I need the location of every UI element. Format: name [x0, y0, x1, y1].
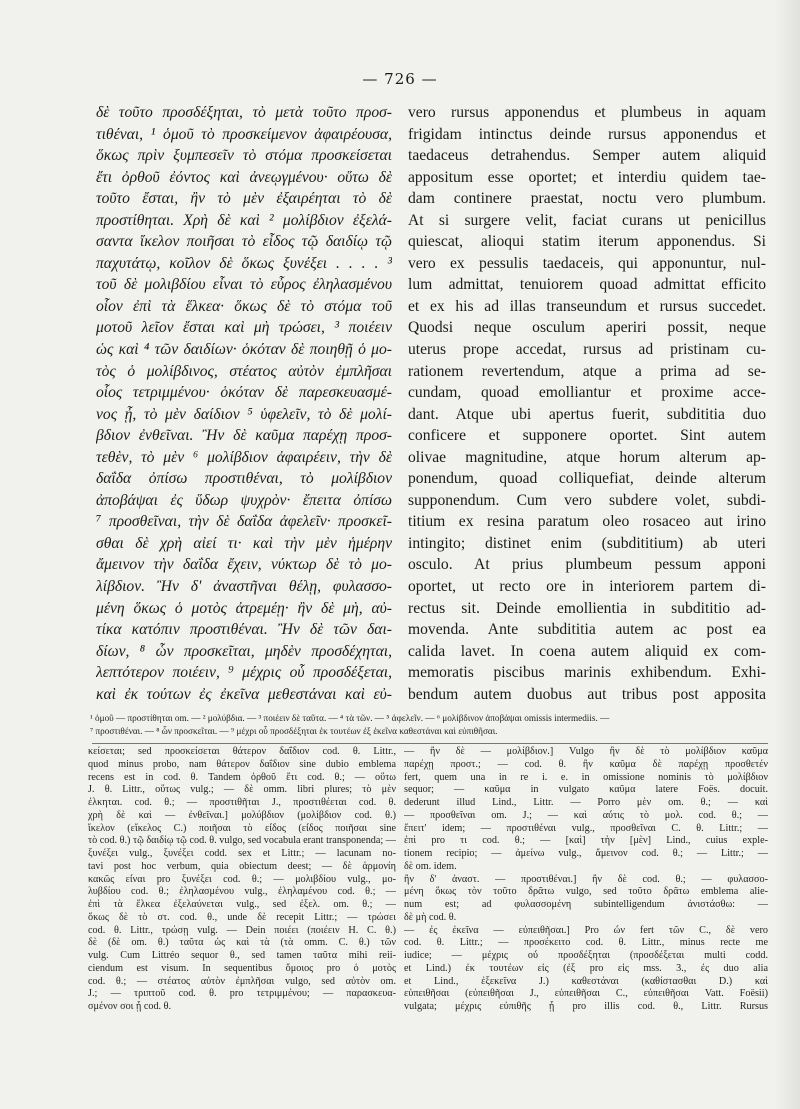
latin-line: vero ex pessulis taedaceis, qui apponuntur, nul- — [408, 254, 766, 272]
greek-line: σθαι δὲ χρὴ αἰεί τι· καὶ τὴν μὲν ἡμέρην — [96, 534, 392, 552]
latin-line: oportet, ut recto ore in interiorem partem di- — [408, 578, 766, 596]
note-line: J.; — τριπτοῦ cod. θ. pro τετριμμένου; — παρασκευα- — [88, 988, 396, 1000]
note-line: — προσθεῖναι om. J.; — καὶ αὖτις τὸ μολ. cod. θ.; — — [404, 809, 768, 821]
note-line: δὲ μὴ cod. θ. — [404, 911, 457, 923]
greek-line: προστίθηται. Χρὴ δὲ καὶ ² μολίβδιον ἐξελά- — [96, 211, 392, 229]
greek-line: δίων, ⁸ ὧν προσκεῖται, μηδὲν προσδέχηται, — [96, 642, 392, 660]
latin-line: appositum esse oportet; et interdiu quidem tae- — [408, 168, 766, 186]
note-line: J. θ. Littr., οὕτως vulg.; — δὲ omm. libri plures; τὸ μὲν — [88, 784, 396, 796]
latin-line: frigidam intinctus deinde rursus apponendus et — [408, 125, 766, 143]
note-line: fert, quem una in re i. e. in omissione nominis τὸ μολίβδιον — [404, 771, 768, 783]
latin-line: memoratis piscibus marinis exhibendum. Exhi- — [408, 664, 766, 682]
page-edge-shadow — [774, 0, 800, 1109]
note-line: χρὴ δὲ καὶ — ἐνθεῖναι.] μολύβδιον (μολίβδιον cod. θ.) — [88, 809, 396, 821]
greek-text-column — [96, 102, 392, 706]
latin-line: rationem revertendum, atque a prima ad se- — [408, 362, 766, 380]
latin-line: osculo. At prius plumbeum pessum apponi — [408, 556, 766, 574]
footnote-divider — [92, 743, 768, 744]
note-line: κείσεται; sed προσκείσεται θάτερον δαΐδιον cod. θ. Littr., — [88, 746, 396, 757]
footnote-line: ¹ ὁμοῦ — προστίθηται om. — ² μολύβδια. — ³ ποιέειν δὲ ταῦτα. — ⁴ τὰ τῶν. — ⁵ ἀφελεῖν. — ⁶ μολίβδινον ἀποβάψαι omissis intermediis. — — [90, 713, 610, 723]
note-line: ὅκως δὲ τὸ στ. cod. θ., unde δὲ recepit Littr.; — τρώσει — [88, 911, 396, 923]
note-line: cod. θ.; — στέατος αὐτὸν ἐμπλῆσαι vulgo, sed αὐτὸν om. — [88, 975, 396, 987]
greek-line: λίβδιον. Ἢν δ' ἀναστῆναι θέλῃ, φυλασσο- — [96, 578, 392, 596]
note-line: tavi post hoc verbum, quia obiectum deest; — δὲ ἁρμονίη — [88, 860, 396, 872]
note-line: et Lind.) ἐκ τουτέων εἰς (ἐξ pro εἰς mss. 3., ἐς duo alia — [404, 962, 768, 974]
variant-footnotes — [90, 712, 770, 738]
note-line: παρέχῃ προστ.; — cod. θ. ἢν καῦμα δὲ παρέχῃ προσθετέν — [404, 758, 768, 770]
note-line: — ἢν δὲ — μολίβδιον.] Vulgo ἢν δὲ τὸ μολίβδιον καῦμα — [404, 746, 768, 757]
greek-line: τιθέναι, ¹ ὁμοῦ τὸ προσκείμενον ἀφαιρέουσα, — [96, 125, 392, 143]
latin-line: At si surgere velit, faciat curans ut penicillus — [408, 211, 766, 229]
note-line: cod. θ. Littr.; — προσέκειτο cod. θ. Littr., minus recte me — [404, 937, 768, 949]
latin-line: taedaceus detrahendus. Semper autem aliquid — [408, 147, 766, 165]
note-line: tionem recipio; — ἀμείνω vulg., ἄμεινον cod. θ.; — Littr.; — — [404, 848, 768, 859]
greek-line: ⁷ προσθεῖναι, τὴν δὲ δαΐδα ἀφελεῖν· προσκεῖ- — [96, 513, 392, 531]
greek-line: τοῦ δὲ μολιβδίου εἶναι τὸ εὖρος ἐληλασμένου — [96, 276, 392, 294]
note-line: ἐλκηται. cod. θ.; — προστιθῆται J., προστιθέεται cod. θ. — [88, 797, 396, 808]
note-line: δὲ om. idem. — [404, 860, 457, 872]
note-line: εὐπειθῆσαι (εὐπειθῆσαι J., εὐπειθῆσαι C., εὐπειθῆσαι Vatt. Foësii) — [404, 988, 768, 1000]
latin-line: dam continere praestat, noctu vero plumbum. — [408, 190, 766, 208]
note-line: ἴκελον (εἴκελος C.) ποιῆσαι τὸ εἶδος (εἶδος ποιῆσαι sine — [88, 822, 396, 834]
note-line: ἐπὶ pro τι cod. θ.; — [καὶ] τὴν [μὲν] Lind., cuius exple- — [404, 835, 768, 847]
note-line: ἔπειτ' idem; — προστιθέναι vulg., προσθεῖναι C. θ. Littr.; — — [404, 822, 768, 834]
latin-line: intingito; distinet enim (subdititium) ab uteri — [408, 534, 766, 552]
note-line: τὸ cod. θ.) τῷ δαιδίῳ τῷ cod. θ. vulgo, sed vocabula erant transponenda; — — [88, 835, 396, 847]
note-line: σμένον σοι ᾖ cod. θ. — [88, 1001, 172, 1012]
note-line: dederunt illud Lind., Littr. — Porro μὲν om. θ.; — καὶ — [404, 797, 768, 808]
greek-line: τὸς ὁ μολίβδινος, στέατος αὐτὸν ἐμπλῆσαι — [96, 362, 392, 380]
latin-line: dant. Atque ubi apertus fuerit, subdititia duo — [408, 405, 766, 423]
note-line: sequor; — καῦμα in vulgato καῦμα latere Foës. docuit. — [404, 784, 768, 796]
note-line: cod. θ. Littr., τρώσῃ vulg. — Dein ποιέει (ποιέειν H. C. θ.) — [88, 924, 396, 936]
greek-line: νος ᾖ, τὸ μὲν δαίδιον ⁵ ὑφελεῖν, τὸ δὲ μολί- — [96, 405, 392, 423]
greek-line: οἷον ἐπὶ τὰ ἕλκεα· ὅκως δὲ τὸ στόμα τοῦ — [96, 297, 392, 315]
note-line: et Lind., ἐξεκεῖνα J.) καθεστάναι (καθίστασθαι D.) καὶ — [404, 975, 768, 987]
latin-line: conficere et supponere oportet. Sint autem — [408, 427, 766, 445]
page-number: — 726 — — [362, 70, 438, 88]
latin-text-column — [408, 102, 766, 706]
latin-line: lum admittat, tenuiorem quoad admittat efficito — [408, 276, 766, 294]
greek-line: ὅκως πρὶν ξυμπεσεῖν τὸ στόμα προσκείσεται — [96, 147, 392, 165]
greek-line: σαντα ἴκελον ποιῆσαι τὸ εἶδος τῷ δαιδίῳ τῷ — [96, 233, 392, 251]
greek-line: ὡς καὶ ⁴ τῶν δαιδίων· ὁκόταν δὲ ποιηθῇ ὁ μο- — [96, 341, 392, 359]
note-line: recens est in cod. θ. Tandem ὀρθοῦ ἔτι cod. θ.; — οὕτω — [88, 771, 396, 783]
latin-line: titium ex resina paratum oleo rosaceo aut irino — [408, 513, 766, 531]
greek-line: τεθὲν, τὸ μὲν ⁶ μολίβδιον ἀφαιρέειν, τὴν δὲ — [96, 448, 392, 466]
greek-line: καὶ ἐκ τούτων ἐς ἐκεῖνα μεθεστάναι καὶ εὐ- — [96, 685, 392, 703]
greek-line: τίκα κατόπιν προστιθέναι. Ἢν δὲ τῶν δαι- — [96, 621, 392, 639]
greek-line: ἀποβάψαι ἐς ὕδωρ ψυχρὸν· ἔπειτα ὀπίσω — [96, 491, 392, 509]
latin-line: ponendum, quoad colliquefiat, deinde alterum — [408, 470, 766, 488]
greek-line: λεπτότερον ποιέειν, ⁹ μέχρις οὗ προσδέξεται, — [96, 664, 392, 682]
note-line: ciendum est visum. In sequentibus ὅμοιος pro ὁ μοτὸς — [88, 962, 396, 974]
greek-line: ἄμεινον τὴν δαΐδα ἔχειν, νύκτωρ δὲ τὸ μο- — [96, 556, 392, 574]
note-line: δὲ (δὲ om. θ.) ταῦτα ὡς καὶ τὰ (τὰ omm. C. θ.) τῶν — [88, 937, 396, 949]
note-line: — ἐς ἐκεῖνα — εὐπειθῆσαι.] Pro ὧν fert τῶν C., δὲ vero — [404, 924, 768, 936]
latin-line: rectus sit. Deinde emollientia in subdititio ad- — [408, 599, 766, 617]
note-line: vulgata; μέχρις εὐπιθῆς ᾖ pro illis cod. θ., Littr. Rursus — [404, 1001, 768, 1012]
note-line: ἢν δ' ἀναστ. — προστιθέναι.] ἢν δὲ cod. θ.; — φυλασσο- — [404, 873, 768, 885]
note-line: num est; ad φυλασσομένη subintelligendum ἀνιστάσθω: — — [404, 899, 768, 910]
note-line: iudice; — μέχρις οὗ προσδέξηται (προσδέξεται multi codd. — [404, 950, 768, 961]
greek-line: μένη ὅκως ὁ μοτὸς ἀτρεμέῃ· ἢν δὲ μὴ, αὐ- — [96, 599, 392, 617]
note-line: μένη ὅκως τὸν τοῦτο δρᾶτω vulgo, sed τοῦτο δρᾶτω emblema alie- — [404, 886, 768, 898]
note-line: quod minus probo, nam θάτερον δαΐδιον sine dubio emblema — [88, 758, 396, 770]
critical-notes-left — [88, 746, 396, 1081]
latin-line: supponendum. Cum vero subdere volet, subdi- — [408, 491, 766, 509]
note-line: vulg. Cum Littréo sequor θ., sed tamen ταῦτα mihi reii- — [88, 950, 396, 961]
greek-line: βδιον ἐνθεῖναι. Ἢν δὲ καῦμα παρέχῃ προσ- — [96, 427, 392, 445]
greek-line: ἔτι ὀρθοῦ ἐόντος καὶ ἀνεῳγμένου· οὕτω δὲ — [96, 168, 392, 186]
note-line: κακῶς εἶναι pro ξυνέξει cod. θ.; — μολιβδίου vulg., μο- — [88, 873, 396, 885]
greek-line: παχυτάτῳ, κοῖλον δὲ ὅκως ξυνέξει . . . . ³ — [96, 254, 392, 272]
note-line: ἐπὶ τὰ ἕλκεα ἐξελαύνεται vulg., sed ἐξελ. om. θ.; — — [88, 899, 396, 910]
note-line: λυβδίου cod. θ.; ἐληλασμένου vulg., ἐληλαμένου cod. θ.; — — [88, 886, 396, 898]
greek-line: οἷος τετριμμένου· ὁκόταν δὲ παρεσκευασμέ- — [96, 384, 392, 402]
latin-line: movenda. Ante subdititia autem ac post ea — [408, 621, 766, 639]
greek-line: τοῦτο ἔσται, ἢν τὸ μὲν ἐξαιρέηται τὸ δὲ — [96, 190, 392, 208]
latin-line: Quodsi neque osculum aperiri possit, neque — [408, 319, 766, 337]
latin-line: cundam, quoad emolliantur et proxime acce- — [408, 384, 766, 402]
latin-line: bendum autem duobus aut tribus post apposita — [408, 685, 766, 703]
latin-line: et ex his ad illas transeundum et rursus succedet. — [408, 297, 766, 315]
latin-line: quiescat, alioqui statim iterum apponendus. Si — [408, 233, 766, 251]
greek-line: δὲ τοῦτο προσδέξηται, τὸ μετὰ τοῦτο προσ- — [96, 104, 392, 121]
footnote-line: ⁷ προστιθέναι. — ⁸ ὧν προσκεῖται. — ⁹ μέχρι οὗ προσδέξηται ἐκ τουτέων ἐξ ἐκεῖνα καθεστάναι καὶ εὐπιθῆσαι. — [90, 726, 498, 736]
latin-line: uterus prope accedat, rursus ad pristinam cu- — [408, 341, 766, 359]
greek-line: μοτοῦ λεῖον ἔσται καὶ μὴ τρώσει, ³ ποιέειν — [96, 319, 392, 337]
latin-line: olivae magnitudine, atque horum alterum ap- — [408, 448, 766, 466]
latin-line: calida lavet. In coena autem aliquid ex com- — [408, 642, 766, 660]
greek-line: δαΐδα ὀπίσω προστιθέναι, τὸ μολίβδιον — [96, 470, 392, 488]
latin-line: vero rursus apponendus et plumbeus in aquam — [408, 104, 766, 121]
note-line: ξυνέξει vulg., ξυνέξει codd. sex et Littr.; — lacunam no- — [88, 848, 396, 859]
critical-notes-right — [404, 746, 768, 1081]
